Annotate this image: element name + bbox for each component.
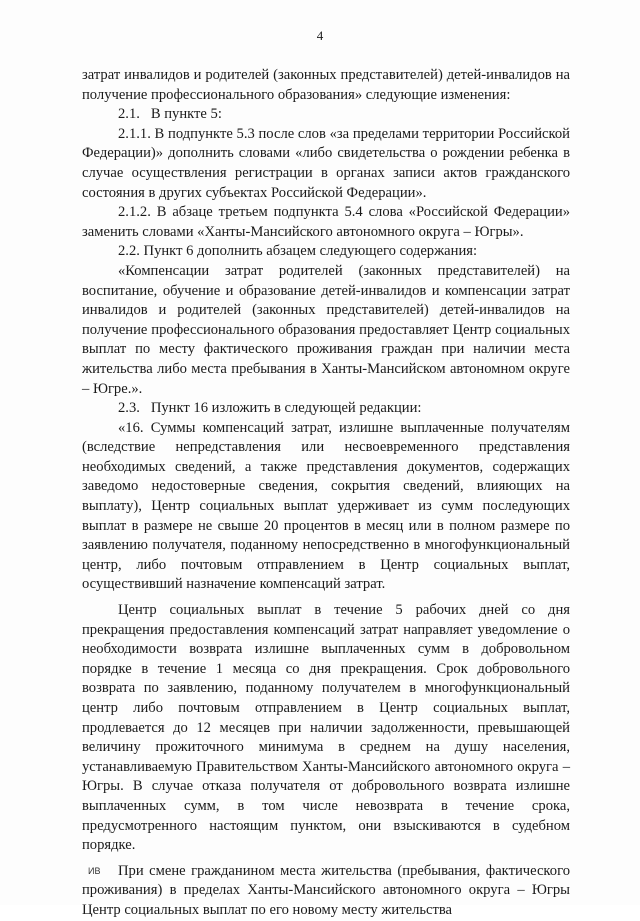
paragraph-2-1-2: 2.1.2. В абзаце третьем подпункта 5.4 слова «Российской Федерации» заменить словами «Ханты-Мансийского автономного округа – Югры». [82,204,570,240]
paragraph-2-3: 2.3. Пункт 16 изложить в следующей редакции: [118,400,422,417]
paragraph-point-16: «16. Суммы компенсаций затрат, излишне выплаченные получателям (вследствие непредставления или несвоевременного представления необходимых сведений, а также представления документов, содержащих заведомо недостоверные сведения, сокрытия сведений, влияющих на выплату), Центр социальных выплат удерживает из сумм последующих выплат в размере не свыше 20 процентов в месяц или в полном размере по заявлению получателя, поданному непосредственно в многофункциональный центр, либо почтовым отправлением в Центр социальных выплат, осуществивший назначение компенсаций затрат. [82,419,570,593]
paragraph-intro-continuation: затрат инвалидов и родителей (законных представителей) детей-инвалидов на получение профессионального образования» следующие изменения: [82,67,570,103]
paragraph-quoted-compensation: «Компенсации затрат родителей (законных представителей) на воспитание, обучение и образование детей-инвалидов и компенсации затрат инвалидов и родителей (законных представителей) детей-инвалидов на получение профессионального образования предоставляет Центр социальных выплат по месту фактического проживания граждан при наличии места жительства либо места пребывания в Ханты-Мансийском автономном округе – Югре.». [82,262,570,397]
paragraph-change-of-residence: При смене гражданином места жительства (пребывания, фактического проживания) в пределах Ханты-Мансийского автономного округа – Югры Центр социальных выплат по его новому месту жительства [82,862,570,918]
paragraph-2-1-1: 2.1.1. В подпункте 5.3 после слов «за пределами территории Российской Федерации)» дополнить словами «либо свидетельства о рождении ребенка в случае осуществления регистрации в органах записи актов гражданского состояния в других субъектах Российской Федерации». [82,125,570,201]
paragraph-2-2: 2.2. Пункт 6 дополнить абзацем следующего содержания: [118,243,478,260]
paragraph-2-1: 2.1. В пункте 5: [118,106,222,123]
paragraph-refund-notice: Центр социальных выплат в течение 5 рабочих дней со дня прекращения предоставления компенсаций затрат направляет уведомление о необходимости возврата излишне выплаченных сумм в добровольном порядке в течение 1 месяца со дня прекращения. Срок добровольного возврата по заявлению, поданному получателем в многофункциональный центр либо почтовым отправлением в Центр социальных выплат, продлевается до 12 месяцев при наличии задолженности, превышающей величину прожиточного минимума в среднем на душу населения, устанавливаемую Правительством Ханты-Мансийского автономного округа – Югры. В случае отказа получателя от добровольного возврата излишне выплаченных сумм, в том числе невозврата в течение срока, предусмотренного настоящим пунктом, они взыскиваются в судебном порядке. [82,602,570,854]
footer-initials: ИВ [88,866,101,876]
page-number: 4 [316,28,324,43]
document-body [82,66,570,921]
